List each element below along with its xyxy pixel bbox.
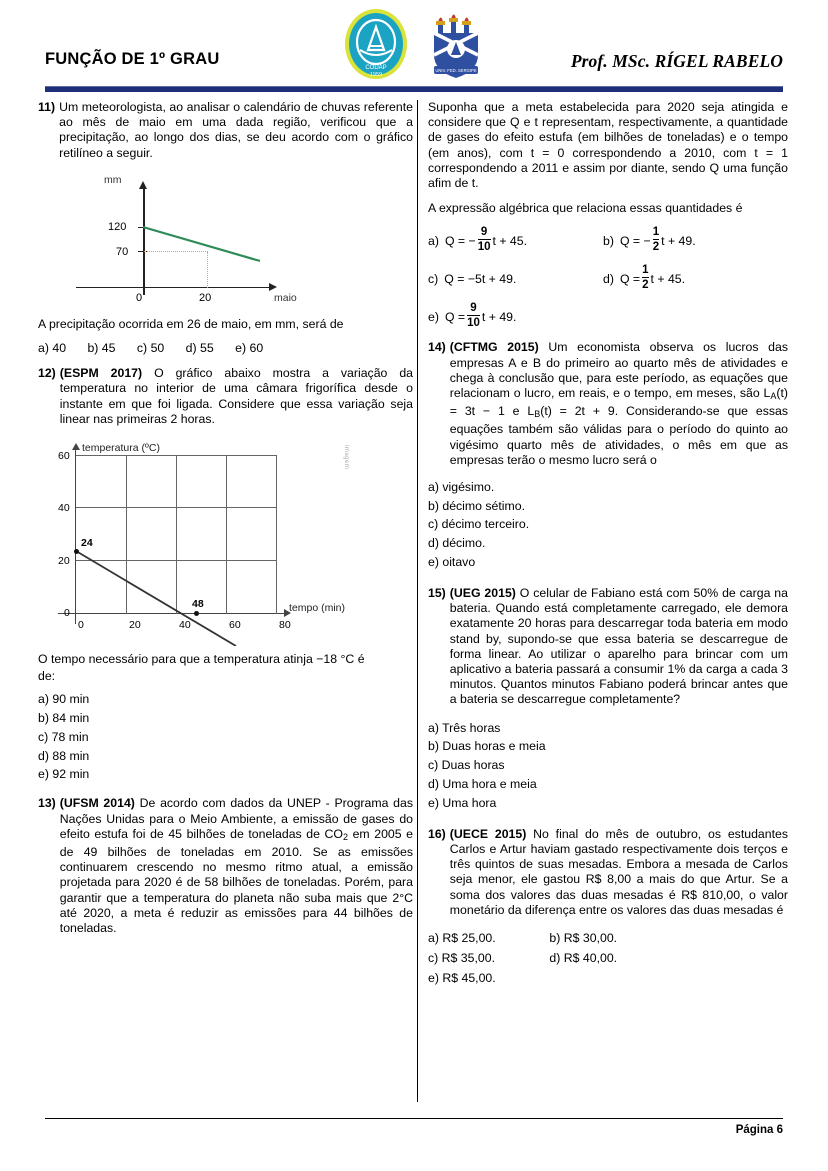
q13-alt-d-denominator: 2 xyxy=(642,279,649,292)
question-16-alternatives xyxy=(428,931,788,992)
question-13-statement-b: em 2005 e de 49 bilhões de toneladas em 2010. Se as emissões continuarem crescendo no mesmo ritmo atual, a emissão projetada para 2020 é de 58 bilhões de toneladas. Porém, para garantir que a temperatura do planeta não suba mais que 2°C até 2020, a meta é reduzir as emissões para 44 bilhões de toneladas. xyxy=(59,826,413,936)
q13-alt-e[interactable] xyxy=(428,304,603,330)
q14-alt-a[interactable]: a) vigésimo. xyxy=(428,480,495,495)
chart2-watermark: imagem xyxy=(343,445,350,470)
q14-alt-c[interactable]: c) décimo terceiro. xyxy=(428,517,530,532)
question-15-statement: O celular de Fabiano está com 50% de carga na bateria. Quando está completamente carregado, ele demora exatamente 20 horas para descarregar toda bateria em modo stand by, supondo-se que essa bateria se descarregue de forma linear. Ao utilizar o aparelho para brincar com um aplicativo a bateria passará a consumir 1% da carga a cada 3 minutos. Quantos minutos Fabiano poderá brincar antes que a bateria se descarregue completamente? xyxy=(449,586,788,707)
question-16-source: (UECE 2015) xyxy=(449,826,527,841)
q13-alt-a-rhs: t + 45. xyxy=(492,233,528,248)
chart1-x-axis-label: maio xyxy=(274,291,297,304)
header-divider xyxy=(45,86,783,92)
q13-alt-b-denominator: 2 xyxy=(652,241,660,254)
chart-chuvas-maio xyxy=(56,173,336,313)
chart1-data-line xyxy=(143,221,260,263)
chart1-ytick-label-70: 70 xyxy=(116,245,129,258)
q11-alt-d[interactable]: d) 55 xyxy=(185,341,214,356)
question-12-source: (ESPM 2017) xyxy=(59,366,143,381)
q12-alt-d[interactable]: d) 88 min xyxy=(38,748,90,763)
question-16-text xyxy=(450,827,788,918)
footer-divider xyxy=(45,1118,783,1119)
q13-alt-d-lhs: Q = xyxy=(619,271,641,286)
q13-alt-d-fraction xyxy=(642,265,648,291)
page-number: Página 6 xyxy=(735,1124,783,1136)
question-12-text xyxy=(60,366,413,427)
question-13-text xyxy=(60,796,413,936)
q12-alt-a[interactable]: a) 90 min xyxy=(38,692,90,707)
chart1-y-axis-label: mm xyxy=(104,173,122,186)
q13-alt-c[interactable] xyxy=(428,272,603,287)
chart1-x-axis-arrow xyxy=(269,283,277,291)
chart2-x-axis-label: tempo (min) xyxy=(289,602,346,615)
chart2-y-axis-label: temperatura (ºC) xyxy=(82,442,160,455)
chart2-point-label-24: 24 xyxy=(81,537,93,550)
chart1-xtick-label-0: 0 xyxy=(136,291,143,304)
ufs-crest-text: UNIV. FED. SERGIPE xyxy=(435,68,477,73)
question-11-alternatives xyxy=(38,341,413,356)
question-14-sub-a: A xyxy=(770,391,777,402)
chart2-ytick-label-40: 40 xyxy=(58,502,70,515)
question-11-number: 11) xyxy=(38,100,56,114)
chart2-xtick-label-0: 0 xyxy=(78,619,84,632)
question-13 xyxy=(38,796,413,936)
q13-alt-e-lhs: Q = xyxy=(444,309,466,324)
chart2-ytick-label-0: 0 xyxy=(64,607,70,620)
q13-alt-a-numerator: 9 xyxy=(480,226,488,239)
question-13-prompt: A expressão algébrica que relaciona essas quantidades é xyxy=(428,201,743,216)
ufs-crest-icon xyxy=(425,8,487,82)
codap-logo-icon xyxy=(340,6,412,82)
question-15-number: 15) xyxy=(428,586,446,601)
page-title: FUNÇÃO DE 1º GRAU xyxy=(45,50,220,68)
q13-alt-a-fraction xyxy=(478,227,491,253)
chart2-ytick-label-60: 60 xyxy=(58,450,70,463)
question-14-text xyxy=(450,340,788,468)
q13-alt-b-lhs: Q = − xyxy=(619,233,651,248)
column-divider xyxy=(417,100,418,1102)
question-12 xyxy=(38,366,413,427)
question-16-statement: No final do mês de outubro, os estudantes Carlos e Artur haviam gastado respectivamente dois terços e três quintos de suas mesadas. Embora a mesada de Carlos seja menor, ele gastou R$ 8,00 a mais do que Artur. Se a soma dos valores das duas mesadas é R$ 810,00, o valor monetário da diferença entre os valores das duas mesadas é xyxy=(449,826,788,917)
chart2-xtick-label-80: 80 xyxy=(279,619,291,632)
chart-temperatura-camara xyxy=(46,441,376,646)
q11-alt-c[interactable]: c) 50 xyxy=(136,341,165,356)
chart2-xtick-label-60: 60 xyxy=(229,619,241,632)
question-14-statement-a: Um economista observa os lucros das empresas A e B do primeiro ao quarto mês de atividades e chega à conclusão que, para este período, as equações que relacionam o lucro, em reais, e o tempo, em meses, são L xyxy=(449,340,788,401)
codap-logo-year: 1959 xyxy=(369,72,383,78)
question-16-number: 16) xyxy=(428,826,446,841)
q12-alt-b[interactable]: b) 84 min xyxy=(38,711,90,726)
q15-alt-b[interactable]: b) Duas horas e meia xyxy=(428,739,546,754)
chart1-ytick-label-120: 120 xyxy=(108,220,127,233)
question-14-statement-b: Considerando-se que essas equações também são válidas para o período do quinto ao vigésimo quarto mês de atividades, o mês em que as empresas terão o mesmo lucro será o xyxy=(449,404,788,467)
question-15-text xyxy=(450,586,788,708)
chart2-xtick-label-20: 20 xyxy=(129,619,141,632)
q16-alt-c[interactable]: c) R$ 35,00. xyxy=(428,951,495,966)
q13-alt-b-fraction xyxy=(653,227,659,253)
right-column xyxy=(428,100,788,992)
chart2-xtick-label-40: 40 xyxy=(179,619,191,632)
question-14-number: 14) xyxy=(428,340,446,355)
question-15-source: (UEG 2015) xyxy=(449,586,516,601)
q13-alt-c-label: c) xyxy=(428,271,439,286)
question-11-prompt: A precipitação ocorrida em 26 de maio, em mm, será de xyxy=(38,316,344,331)
chart2-ytick-label-20: 20 xyxy=(58,555,70,568)
q13-alt-b-label: b) xyxy=(603,233,614,248)
q16-alt-b[interactable]: b) R$ 30,00. xyxy=(549,930,618,945)
q13-alt-a-label: a) xyxy=(428,233,439,248)
logos-group xyxy=(335,6,495,82)
q14-alt-d[interactable]: d) décimo. xyxy=(428,536,486,551)
question-14-alternatives xyxy=(428,480,788,570)
question-15 xyxy=(428,586,788,708)
q16-alt-d[interactable]: d) R$ 40,00. xyxy=(549,951,618,966)
q14-alt-e[interactable]: e) oitavo xyxy=(428,554,476,569)
q13-alt-d-label: d) xyxy=(603,271,614,286)
question-11 xyxy=(38,100,413,161)
q13-alt-b[interactable] xyxy=(603,228,778,254)
chart2-point-24 xyxy=(74,549,79,554)
q13-alt-d-numerator: 1 xyxy=(642,264,649,277)
left-column xyxy=(38,100,413,938)
q13-alt-e-rhs: t + 49. xyxy=(481,309,517,324)
question-15-alternatives xyxy=(428,721,788,811)
q13-alt-e-denominator: 10 xyxy=(467,317,480,330)
question-14-eq-b: (t) = 2t + 9. xyxy=(540,404,619,419)
chart1-x-axis xyxy=(76,287,271,289)
question-12-alternatives xyxy=(38,692,413,782)
q13-alt-b-rhs: t + 49. xyxy=(661,233,696,248)
q16-alt-e[interactable]: e) R$ 45,00. xyxy=(428,971,496,986)
question-12-prompt-line2: de: xyxy=(38,669,56,684)
question-14-source: (CFTMG 2015) xyxy=(449,340,539,355)
q13-alt-a[interactable] xyxy=(428,228,603,254)
author-name: Prof. MSc. RÍGEL RABELO xyxy=(570,51,783,71)
q16-alt-a[interactable]: a) R$ 25,00. xyxy=(428,930,496,945)
page-header xyxy=(0,0,828,92)
question-13-alternatives xyxy=(428,228,788,330)
question-12-statement: O gráfico abaixo mostra a variação da temperatura no interior de uma câmara frigorífica desde o instante em que foi ligada. Considere que essa variação seja linear nas primeiras 2 horas. xyxy=(59,366,414,426)
q11-alt-b[interactable]: b) 45 xyxy=(87,341,116,356)
q15-alt-a[interactable]: a) Três horas xyxy=(428,720,501,735)
q13-alt-d-rhs: t + 45. xyxy=(650,271,686,286)
question-13-statement-a: De acordo com dados da UNEP - Programa das Nações Unidas para o Meio Ambiente, a emissão de gases do efeito estufa foi de 45 bilhões de toneladas de CO xyxy=(59,796,413,841)
q13-alt-c-text: Q = −5t + 49. xyxy=(444,271,517,286)
q13-alt-e-numerator: 9 xyxy=(470,302,477,315)
q13-alt-e-label: e) xyxy=(428,309,439,324)
question-13-continuation: Suponha que a meta estabelecida para 2020 seja atingida e considere que Q e t representam, respectivamente, a quantidade de gases do efeito estufa (em bilhões de toneladas) e o tempo (em anos), com t = 0 correspondendo a 2010, com t = 1 correspondendo a 2011 e assim por diante, sendo Q uma função afim de t. xyxy=(428,100,788,191)
question-14-sub-b: B xyxy=(534,409,541,420)
chart1-xtick-label-20: 20 xyxy=(199,291,212,304)
question-12-number: 12) xyxy=(38,366,56,381)
q15-alt-d[interactable]: d) Uma hora e meia xyxy=(428,776,537,791)
question-16 xyxy=(428,827,788,918)
question-13-source: (UFSM 2014) xyxy=(59,796,135,811)
q11-alt-a[interactable]: a) 40 xyxy=(38,341,67,356)
q13-alt-a-lhs: Q = − xyxy=(444,233,476,248)
question-13-subscript: 2 xyxy=(342,831,348,842)
question-14 xyxy=(428,340,788,468)
question-12-prompt-line1: O tempo necessário para que a temperatura atinja −18 °C é xyxy=(38,652,365,667)
q12-alt-c[interactable]: c) 78 min xyxy=(38,729,89,744)
q11-alt-e[interactable]: e) 60 xyxy=(235,341,264,356)
chart2-point-label-48: 48 xyxy=(192,598,204,611)
question-14-eq-a: (t) = 3t − 1 xyxy=(449,386,788,419)
chart2-data-line xyxy=(46,441,376,646)
q12-alt-e[interactable]: e) 92 min xyxy=(38,767,90,782)
question-13-number: 13) xyxy=(38,796,56,811)
q13-alt-a-denominator: 10 xyxy=(477,241,491,254)
q15-alt-e[interactable]: e) Uma hora xyxy=(428,795,497,810)
q15-alt-c[interactable]: c) Duas horas xyxy=(428,758,505,773)
q13-alt-e-fraction xyxy=(467,303,480,329)
question-14-mid: e L xyxy=(504,404,535,419)
q13-alt-b-numerator: 1 xyxy=(652,226,660,239)
q13-alt-d[interactable] xyxy=(603,266,778,292)
question-11-text: Um meteorologista, ao analisar o calendário de chuvas referente ao mês de maio em uma dada região, verificou que a precipitação, ao longo dos dias, se deu acordo com o gráfico retilíneo a seguir. xyxy=(59,100,413,160)
q14-alt-b[interactable]: b) décimo sétimo. xyxy=(428,498,526,513)
codap-logo-text: CODAP xyxy=(365,65,387,71)
